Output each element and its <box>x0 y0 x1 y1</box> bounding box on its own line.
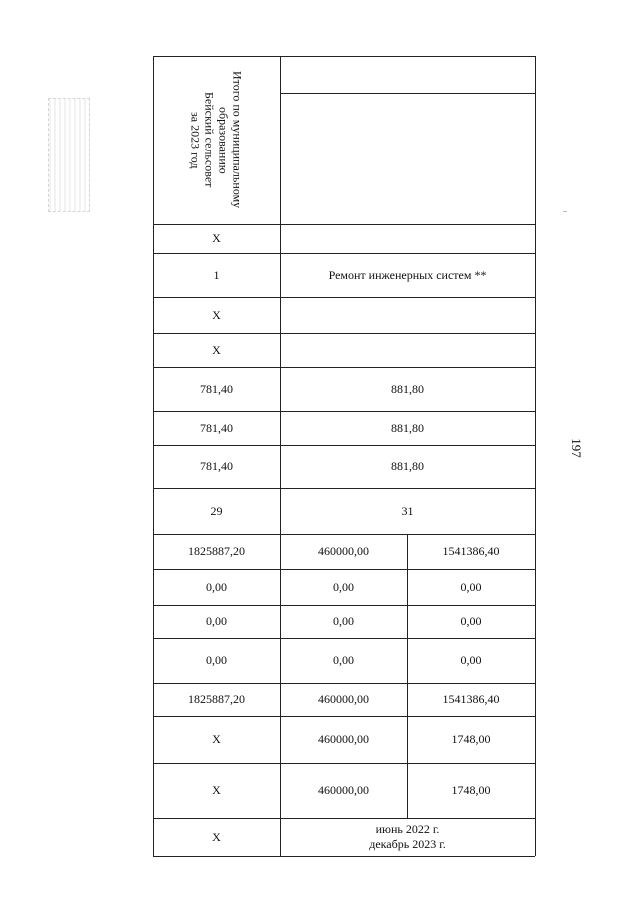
table-cell: 881,80 <box>391 459 424 473</box>
header-subline <box>280 93 535 94</box>
table-cell: X <box>212 231 221 245</box>
table-cell: 1748,00 <box>451 732 491 746</box>
table-cell: 1825887,20 <box>188 544 245 558</box>
data-table <box>153 56 535 856</box>
header-cell <box>153 56 280 224</box>
period-end: декабрь 2023 г. <box>369 837 446 851</box>
header-title: Итого по муниципальному образованию Бейский сельсовет за 2023 год <box>188 71 245 209</box>
table-cell: X <box>212 307 221 322</box>
table-cell: 0,00 <box>206 579 227 594</box>
period-start: июнь 2022 г. <box>375 822 440 836</box>
table-cell: 460000,00 <box>318 732 369 746</box>
table-cell: 0,00 <box>206 653 227 667</box>
table-cell: 31 <box>401 503 414 518</box>
table-border-bottom <box>153 856 535 857</box>
table-cell: 0,00 <box>460 614 482 628</box>
margin-mark <box>563 211 567 212</box>
table-cell: 29 <box>210 503 223 518</box>
table-cell: 1748,00 <box>451 783 491 797</box>
table-cell: 1 <box>213 267 220 282</box>
table-cell: 0,00 <box>333 653 354 667</box>
table-cell: 1541386,40 <box>442 544 500 558</box>
table-cell: X <box>212 783 221 797</box>
stamp-mark <box>48 98 90 212</box>
table-cell: 781,40 <box>200 420 233 435</box>
table-border-right <box>535 56 536 856</box>
table-cell: 781,40 <box>200 381 233 396</box>
table-cell: Ремонт инженерных систем ** <box>328 267 487 282</box>
table-cell: 460000,00 <box>318 783 369 797</box>
table-cell: 460000,00 <box>318 692 369 706</box>
table-cell: X <box>212 829 221 844</box>
table-cell: 781,40 <box>200 459 233 473</box>
table-cell: 1541386,40 <box>442 692 500 706</box>
table-cell: 460000,00 <box>318 544 369 558</box>
page-number: 197 <box>568 438 584 458</box>
table-cell: 0,00 <box>206 614 227 628</box>
table-cell: 0,00 <box>460 653 482 667</box>
table-cell: 1825887,20 <box>188 692 245 706</box>
table-cell: 881,80 <box>391 381 424 396</box>
table-cell: X <box>212 732 221 746</box>
table-cell: 0,00 <box>333 579 354 594</box>
table-cell: X <box>212 342 221 357</box>
table-cell: 881,80 <box>391 420 424 435</box>
table-cell <box>280 818 535 856</box>
table-cell: 0,00 <box>333 614 354 628</box>
table-cell: 0,00 <box>460 579 482 594</box>
